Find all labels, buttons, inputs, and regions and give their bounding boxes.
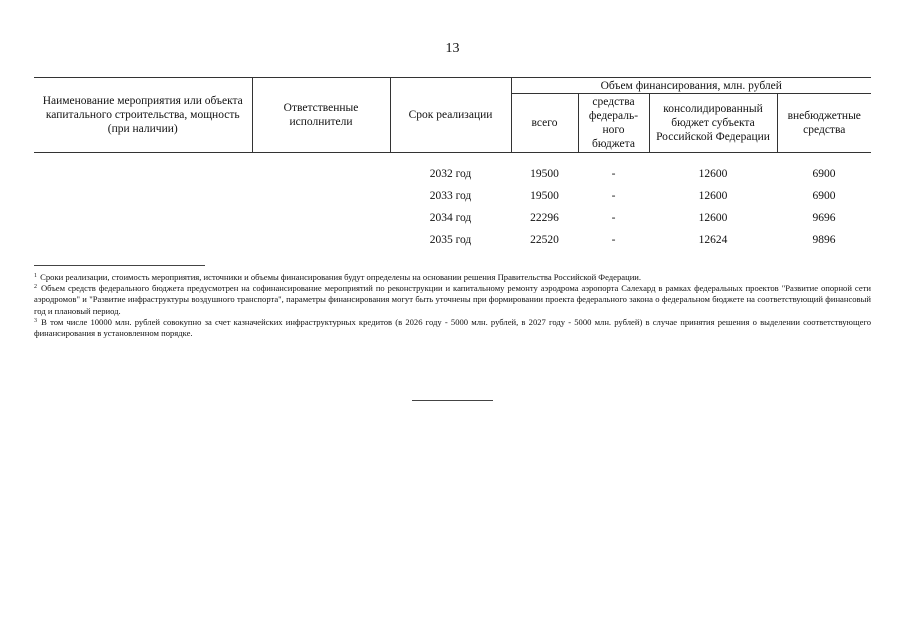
cell-total: 19500 bbox=[530, 190, 559, 203]
header-consolidated: консолидированный бюджет субъекта Российской Федерации bbox=[649, 94, 777, 153]
cell-responsible bbox=[252, 153, 390, 186]
footnote-mark: 1 bbox=[34, 273, 37, 279]
cell-responsible bbox=[252, 229, 390, 251]
footnote bbox=[34, 272, 871, 283]
table-row bbox=[34, 153, 871, 186]
header-federal: средства федераль-ного бюджета bbox=[578, 94, 649, 153]
table-body bbox=[34, 153, 871, 252]
footnote-text: В том числе 10000 млн. рублей совокупно за счет казначейских инфраструктурных кредитов (в 2026 году - 5000 млн. рублей, в 2027 году - 5000 млн. рублей) в случае принятия решения о выделении соответствующего финансирования в установленном порядке. bbox=[34, 316, 871, 338]
table-header bbox=[34, 78, 871, 153]
financing-table bbox=[34, 77, 871, 251]
cell-federal: - bbox=[611, 212, 616, 225]
cell-term: 2035 год bbox=[429, 234, 472, 247]
cell-term: 2034 год bbox=[429, 212, 472, 225]
header-funding-group: Объем финансирования, млн. рублей bbox=[511, 78, 871, 94]
footnote-separator bbox=[34, 265, 205, 266]
cell-extrabudget: 9696 bbox=[812, 212, 836, 225]
table-row bbox=[34, 229, 871, 251]
header-name: Наименование мероприятия или объекта капитального строительства, мощность (при наличии) bbox=[34, 78, 252, 153]
table-row bbox=[34, 185, 871, 207]
cell-federal: - bbox=[611, 234, 616, 247]
financing-table-container bbox=[34, 77, 871, 251]
footnote bbox=[34, 317, 871, 339]
footnote-mark: 2 bbox=[34, 284, 37, 291]
page-number: 13 bbox=[445, 41, 460, 56]
cell-total: 19500 bbox=[530, 168, 559, 181]
header-extrabudget: внебюджетные средства bbox=[777, 94, 871, 153]
cell-extrabudget: 6900 bbox=[812, 190, 836, 203]
cell-responsible bbox=[252, 185, 390, 207]
cell-total: 22520 bbox=[530, 234, 559, 247]
cell-federal: - bbox=[611, 168, 616, 181]
cell-term: 2032 год bbox=[429, 168, 472, 181]
cell-extrabudget: 6900 bbox=[812, 168, 836, 181]
cell-consolidated: 12624 bbox=[698, 234, 728, 247]
end-of-document-rule bbox=[412, 400, 493, 401]
cell-name bbox=[34, 229, 252, 251]
footnote-text: Объем средств федерального бюджета предусмотрен на софинансирование мероприятий по реконструкции и капитальному ремонту аэродрома аэропорта Салехард в рамках федеральных проектов "Развитие опорной сети аэродромов" и "Развитие инфраструктуры воздушного транспорта", параметры финансирования могут быть уточнены при формировании проекта федерального закона о федеральном бюджете на соответствующий финансовый год и плановый период. bbox=[34, 283, 871, 316]
footnote-text: Сроки реализации, стоимость мероприятия, источники и объемы финансирования будут определены на основании решения Правительства Российской Федерации. bbox=[40, 272, 642, 282]
cell-name bbox=[34, 153, 252, 186]
footnotes bbox=[34, 272, 871, 339]
cell-federal: - bbox=[611, 190, 616, 203]
cell-responsible bbox=[252, 207, 390, 229]
cell-consolidated: 12600 bbox=[698, 212, 728, 225]
cell-name bbox=[34, 185, 252, 207]
header-total: всего bbox=[511, 94, 578, 153]
footnote-mark: 3 bbox=[34, 317, 37, 324]
cell-consolidated: 12600 bbox=[698, 190, 728, 203]
cell-extrabudget: 9896 bbox=[812, 234, 836, 247]
cell-consolidated: 12600 bbox=[698, 168, 728, 181]
cell-name bbox=[34, 207, 252, 229]
cell-total: 22296 bbox=[530, 212, 559, 225]
footnote bbox=[34, 283, 871, 317]
cell-term: 2033 год bbox=[429, 190, 472, 203]
header-term: Срок реализации bbox=[390, 78, 511, 153]
header-responsible: Ответственные исполнители bbox=[252, 78, 390, 153]
table-row bbox=[34, 207, 871, 229]
